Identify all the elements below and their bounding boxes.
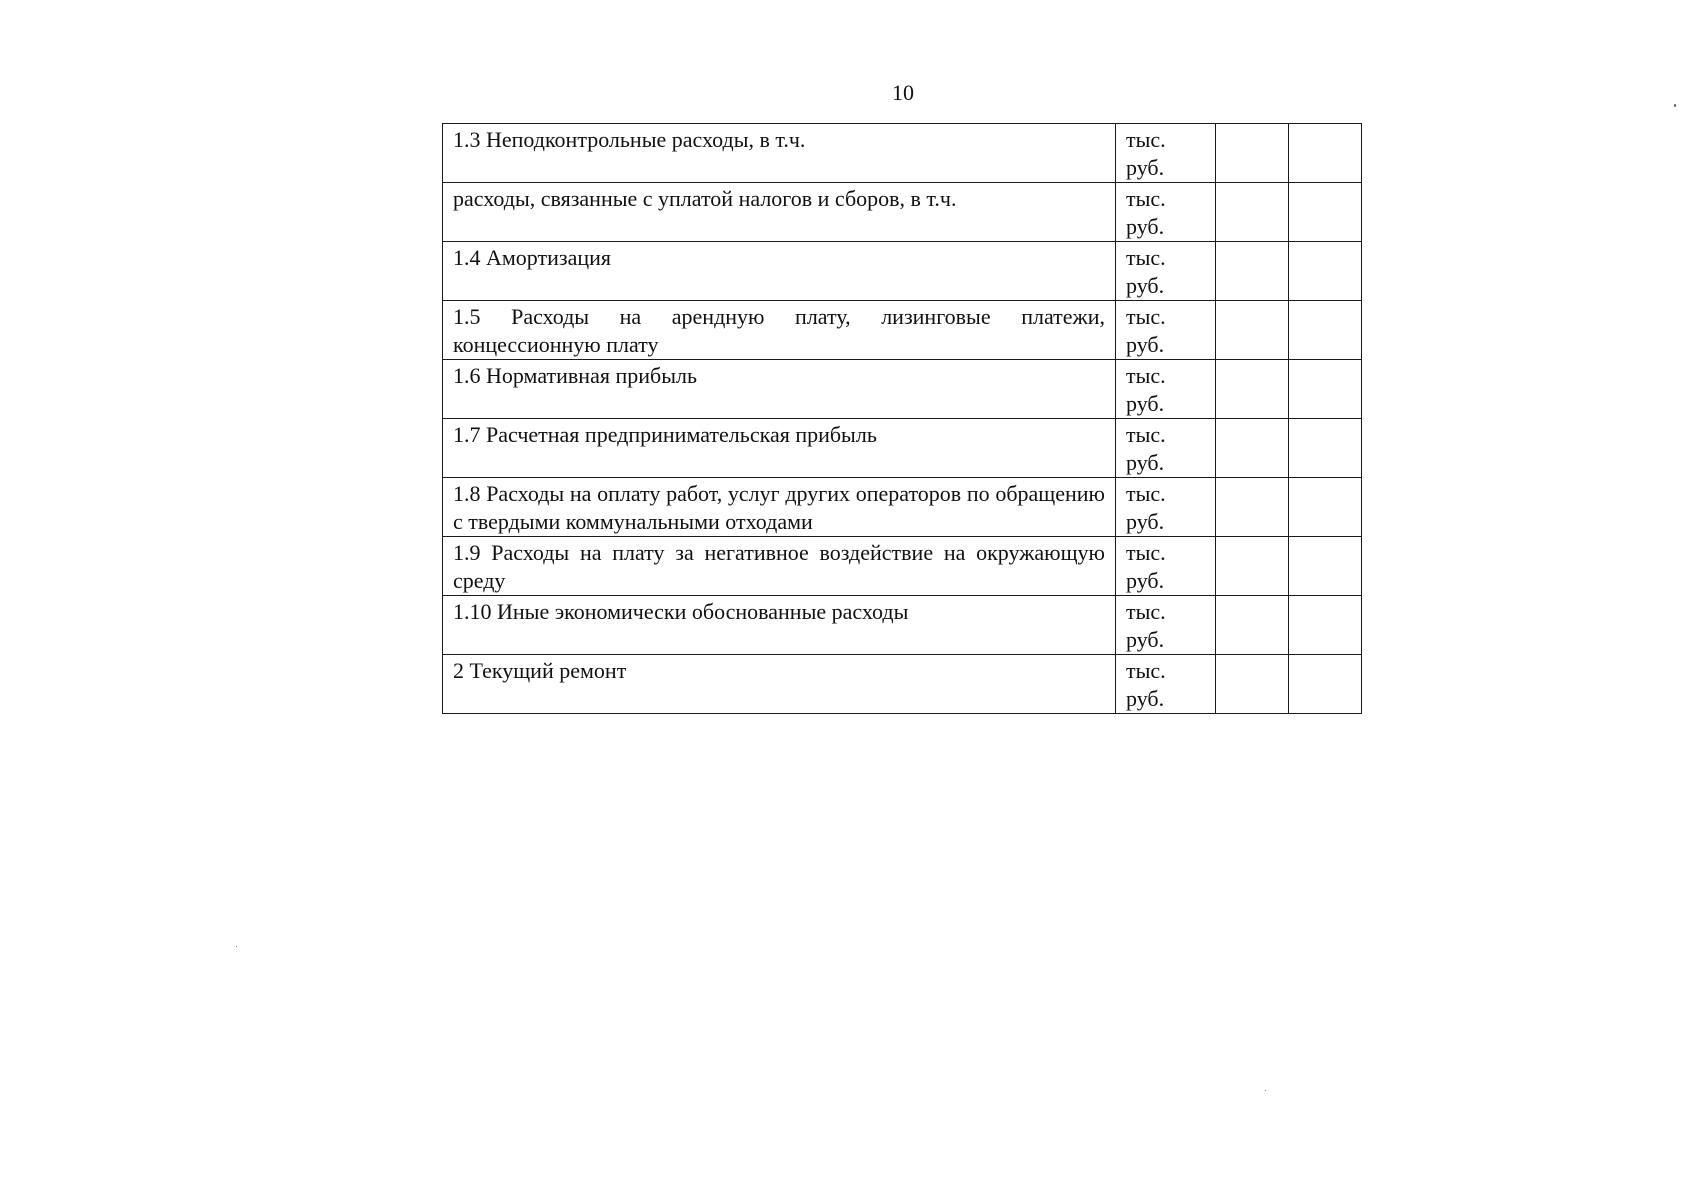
row-name-cell: 1.10 Иные экономически обоснованные расходы [443, 596, 1116, 655]
row-value-cell-1 [1216, 124, 1289, 183]
unit-line-2: руб. [1126, 214, 1165, 239]
row-value-cell-2 [1289, 537, 1362, 596]
row-unit-cell [1116, 596, 1216, 655]
row-value-cell-2 [1289, 301, 1362, 360]
table-row [443, 183, 1362, 242]
unit-line-1: тыс. [1126, 245, 1166, 270]
unit-line-2: руб. [1126, 332, 1165, 357]
unit-line-2: руб. [1126, 273, 1165, 298]
unit-line-2: руб. [1126, 155, 1165, 180]
unit-line-2: руб. [1126, 450, 1165, 475]
row-value-cell-1 [1216, 596, 1289, 655]
row-value-cell-2 [1289, 655, 1362, 714]
row-name-cell: 1.7 Расчетная предпринимательская прибыль [443, 419, 1116, 478]
row-value-cell-2 [1289, 596, 1362, 655]
table-row [443, 124, 1362, 183]
row-name-cell: 1.3 Неподконтрольные расходы, в т.ч. [443, 124, 1116, 183]
unit-line-1: тыс. [1126, 186, 1166, 211]
unit-line-1: тыс. [1126, 540, 1166, 565]
unit-line-1: тыс. [1126, 363, 1166, 388]
row-unit-cell [1116, 360, 1216, 419]
row-name-cell: 1.4 Амортизация [443, 242, 1116, 301]
row-value-cell-1 [1216, 419, 1289, 478]
table-row [443, 360, 1362, 419]
unit-line-1: тыс. [1126, 599, 1166, 624]
table-row [443, 537, 1362, 596]
row-name-cell: 2 Текущий ремонт [443, 655, 1116, 714]
row-name-cell: 1.9 Расходы на плату за негативное воздействие на окружающую среду [443, 537, 1116, 596]
unit-line-2: руб. [1126, 391, 1165, 416]
unit-line-2: руб. [1126, 686, 1165, 711]
row-value-cell-1 [1216, 301, 1289, 360]
row-value-cell-1 [1216, 183, 1289, 242]
table-row [443, 419, 1362, 478]
row-unit-cell [1116, 478, 1216, 537]
row-name-cell: 1.6 Нормативная прибыль [443, 360, 1116, 419]
row-name-cell: 1.8 Расходы на оплату работ, услуг других операторов по обращению с твердыми коммунальными отходами [443, 478, 1116, 537]
row-value-cell-2 [1289, 360, 1362, 419]
scan-speck [236, 946, 237, 947]
cost-table [442, 123, 1362, 714]
row-value-cell-2 [1289, 183, 1362, 242]
row-name-cell: расходы, связанные с уплатой налогов и сборов, в т.ч. [443, 183, 1116, 242]
row-value-cell-1 [1216, 242, 1289, 301]
page-number: 10 [892, 80, 914, 105]
row-unit-cell [1116, 419, 1216, 478]
unit-line-1: тыс. [1126, 422, 1166, 447]
row-unit-cell [1116, 537, 1216, 596]
row-value-cell-2 [1289, 242, 1362, 301]
row-unit-cell [1116, 301, 1216, 360]
row-value-cell-2 [1289, 124, 1362, 183]
unit-line-1: тыс. [1126, 304, 1166, 329]
row-unit-cell [1116, 242, 1216, 301]
unit-line-1: тыс. [1126, 127, 1166, 152]
table-row [443, 596, 1362, 655]
row-unit-cell [1116, 655, 1216, 714]
table-row [443, 655, 1362, 714]
unit-line-2: руб. [1126, 509, 1165, 534]
row-unit-cell [1116, 124, 1216, 183]
row-unit-cell [1116, 183, 1216, 242]
unit-line-2: руб. [1126, 627, 1165, 652]
unit-line-1: тыс. [1126, 481, 1166, 506]
scan-speck [1265, 1090, 1266, 1091]
unit-line-2: руб. [1126, 568, 1165, 593]
row-name-cell: 1.5 Расходы на арендную плату, лизинговые платежи, концессионную плату [443, 301, 1116, 360]
table-row [443, 478, 1362, 537]
cost-table-body [443, 124, 1362, 714]
row-value-cell-1 [1216, 478, 1289, 537]
scan-speck [1674, 104, 1676, 107]
row-value-cell-2 [1289, 419, 1362, 478]
row-value-cell-2 [1289, 478, 1362, 537]
row-value-cell-1 [1216, 655, 1289, 714]
row-value-cell-1 [1216, 360, 1289, 419]
row-value-cell-1 [1216, 537, 1289, 596]
unit-line-1: тыс. [1126, 658, 1166, 683]
table-row [443, 242, 1362, 301]
table-row [443, 301, 1362, 360]
